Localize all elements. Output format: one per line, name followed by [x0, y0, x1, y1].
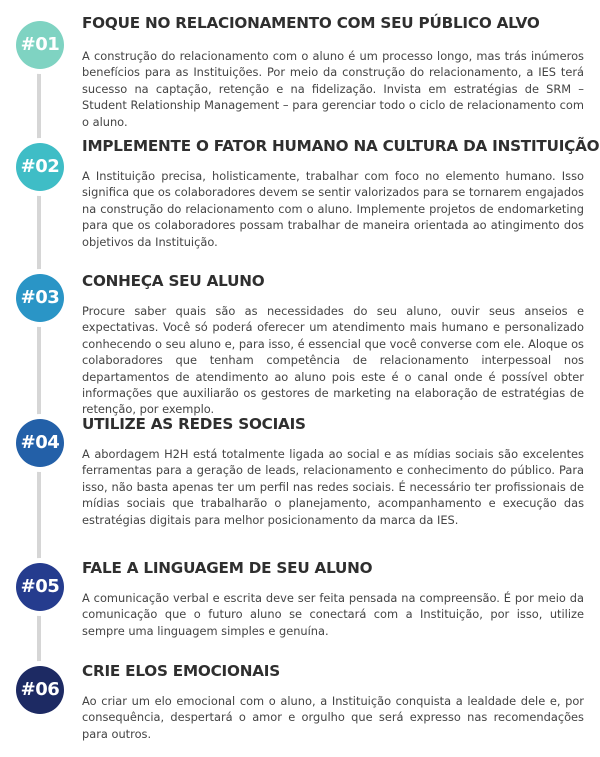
step-description: A Instituição precisa, holisticamente, trabalhar com foco no elemento humano. Isso significa que os colaboradores devem se sentir valorizados para se tornarem engajados na construção do relacionamento com o aluno. Implemente projetos de endomarketing para que os colaboradores possam trabalhar de maneira orientada ao atingimento dos objetivos da Instituição. [82, 169, 584, 249]
step-number-badge: #01 [16, 21, 64, 69]
step-title: UTILIZE AS REDES SOCIAIS [82, 415, 306, 433]
step-number-badge: #02 [16, 143, 64, 191]
step-number-badge: #03 [16, 274, 64, 322]
step-description: A comunicação verbal e escrita deve ser feita pensada na compreensão. É por meio da comunicação que o futuro aluno se conectará com a Instituição, por isso, utilize sempre uma linguagem simples e genuína. [82, 591, 584, 638]
step-title: FALE A LINGUAGEM DE SEU ALUNO [82, 559, 373, 577]
step-description: Procure saber quais são as necessidades do seu aluno, ouvir seus anseios e expectativas. Você só poderá oferecer um atendimento mais humano e personalizado conhecendo o seu aluno e, para isso, é essencial que você converse com ele. Aloque os colaboradores que tenham competência de relacionamento interpessoal nos departamentos de atendimento ao aluno pois este é o canal onde é possível obter informações que auxiliarão os gestores de marketing na elaboração de estratégias de retenção, por exemplo. [82, 304, 584, 417]
step-number-badge: #06 [16, 666, 64, 714]
step-description: Ao criar um elo emocional com o aluno, a Instituição conquista a lealdade dele e, por consequência, despertará o amor e orgulho que será expresso nas recomendações para outros. [82, 694, 584, 741]
step-title: CONHEÇA SEU ALUNO [82, 272, 265, 290]
step-title: CRIE ELOS EMOCIONAIS [82, 662, 280, 680]
step-title: FOQUE NO RELACIONAMENTO COM SEU PÚBLICO ALVO [82, 14, 540, 32]
step-description: A construção do relacionamento com o aluno é um processo longo, mas trás inúmeros benefícios para as Instituições. Por meio da construção do relacionamento, a IES terá sucesso na captação, retenção e na fidelização. Invista em estratégias de SRM – Student Relationship Management – para gerenciar todo o ciclo de relacionamento com o aluno. [82, 49, 584, 129]
step-number-badge: #04 [16, 419, 64, 467]
step-number-badge: #05 [16, 563, 64, 611]
step-description: A abordagem H2H está totalmente ligada ao social e as mídias sociais são excelentes ferramentas para a geração de leads, relacionamento e conhecimento do público. Para isso, não basta apenas ter um perfil nas redes sociais. É necessário ter profissionais de mídias sociais que trabalharão o planejamento, acompanhamento e execução das estratégias digitais para melhor posicionamento da marca da IES. [82, 447, 584, 527]
step-title: IMPLEMENTE O FATOR HUMANO NA CULTURA DA INSTITUIÇÃO [82, 137, 600, 155]
